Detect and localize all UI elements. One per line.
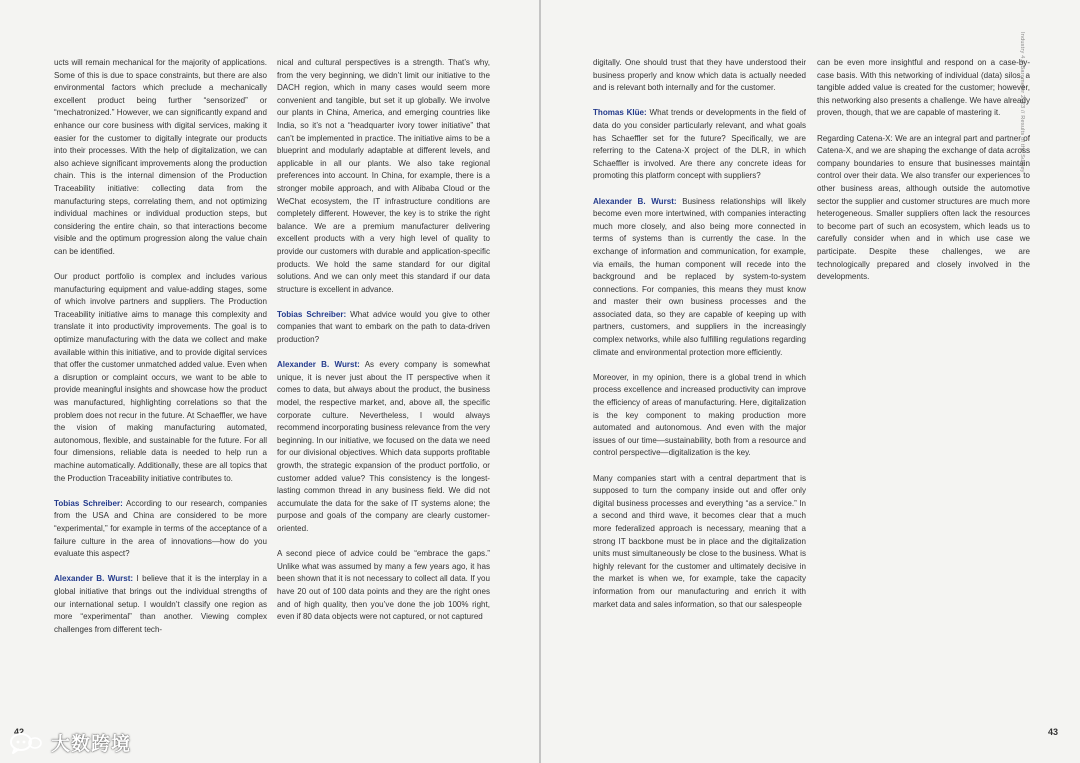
text-column-4	[817, 57, 1030, 284]
speaker-name: Thomas Klüe:	[593, 108, 647, 118]
paragraph-text: I believe that it is the interplay in a global initiative that brings out the individual strengths of our international setup. I wouldn’t classify one region as more “experimental” than another. Viewing complex challenges from different tech-	[54, 574, 268, 634]
watermark	[9, 729, 131, 756]
interview-answer	[277, 359, 490, 535]
interview-answer	[54, 573, 267, 636]
interview-question	[593, 107, 806, 183]
running-head-text: Industry 4.0 Barometer 2023 // Results of the Survey	[1019, 32, 1025, 173]
interview-question	[277, 309, 490, 347]
page-number-left: 42	[14, 727, 25, 737]
paragraph-text: According to our research, companies from the USA and China are considered to be more “experimental,” for example in terms of the acceptance of a failure culture in the area of innovations—how do you evaluate this aspect?	[54, 498, 268, 559]
watermark-text: 大数跨境	[51, 734, 132, 755]
paragraph-text: What trends or developments in the field of data do you consider particularly relevant, and what goals has Schaeffler set for the future? Specifically, we are referring to the Catena-X project of the DLR, in which Schaeffler is involved. Are there any concrete ideas for promoting this platform concept with suppliers?	[593, 108, 806, 181]
text-column-2	[277, 57, 490, 624]
paragraph: Our product portfolio is complex and includes various manufacturing equipment and value-adding stages, some of which involve partners and suppliers. The Production Traceability initiative aims to manage this complexity and translate it into productivity improvements. The goal is to optimize manufacturing with the data we collect and make available within this initiative, and to provide digital services that offer the customer unmatched added value. Even when a disruption or complaint occurs, we want to be able to provide meaningful insights and showcase how the product was manufactured, highlighting correlations so that the problem does not recur in the future. At Schaeffler, we have the vision of making manufacturing automated, autonomous, flexible, and sustainable for the future. For all four dimensions, reliable data is needed to help run a machine automatically. Additionally, these are all topics that the Production Traceability initiative contributes to.	[54, 272, 267, 483]
text-column-3	[593, 57, 806, 611]
paragraph: digitally. One should trust that they have understood their business properly and know which data is actually needed and is relevant both internally and for the customer.	[593, 58, 806, 93]
speaker-name: Alexander B. Wurst:	[54, 574, 134, 584]
speaker-name: Alexander B. Wurst:	[277, 360, 360, 370]
paragraph: Regarding Catena-X: We are an integral part and partner of Catena-X, and we are shaping the exchange of data across company boundaries to ensure that businesses maintain control over their data. We also transfer our experiences to other business areas, although outside the automotive sector the supplier and customer structures are much more heterogeneous. Smaller suppliers often lack the resources to become part of such an ecosystem, which leads us to carefully consider when and in which use case we participate. Despite these challenges, we are technologically prepared and closely involved in the developments.	[817, 133, 1030, 282]
paragraph: Moreover, in my opinion, there is a global trend in which process excellence and increased productivity can improve the efficiency of areas of manufacturing. Here, digitalization is the key component to making production more automated and autonomous. And even with the major issues of our time—sustainability, both from a resource and control perspective—digitalization is the key.	[593, 372, 806, 458]
page-number-right: 43	[1047, 727, 1058, 737]
paragraph: can be even more insightful and respond on a case-by-case basis. With this networking of individual (data) silos, a tangible added value is created for the customer; however, this networking also presents a challenge. We have already proven, though, that we are capable of mastering it.	[817, 58, 1030, 118]
paragraph: A second piece of advice could be “embrace the gaps.” Unlike what was assumed by many a few years ago, it has been shown that it is not necessary to collect all data. If you have 20 out of 100 data points and they are the right ones and of high quality, then you’ve done the job 100% right, even if 80 data objects were not captured, or not captured	[277, 549, 490, 622]
interview-question	[54, 498, 267, 561]
chat-bubble-icon	[9, 731, 43, 755]
paragraph-text: What advice would you give to other companies that want to embark on the path to data-driven production?	[277, 309, 490, 345]
text-column-1	[54, 57, 267, 636]
interview-answer	[593, 196, 806, 360]
paragraph: Many companies start with a central department that is supposed to turn the company inside out and offer only digital business processes and everything “as a service.” In a second and third wave, it becomes clear that a much more federalized approach is necessary, meaning that a strong IT backbone must be in place and the digitalization units must simultaneously be close to the business. What is highly relevant for the customer and ultimately decisive in the market is when we, for example, take the capacity information from our manufacturing and enrich it with market data and sales information, so that our salespeople	[593, 473, 806, 609]
paragraph-text: As every company is somewhat unique, it is never just about the IT perspective when it comes to data, but always about the product, the business model, the respective market, and, above all, the specific corporate culture. Nevertheless, I would always recommend incorporating business relevance from the very beginning. In our initiative, we focused on the data we need for our divisional objectives. Which data supports profitable growth, the strategic expansion of the product portfolio, or customer added value? This consistency is the longest-lasting common thread in any business field. We did not accumulate the data for the sake of IT systems alone; the purpose and goals of the company are clearly customer-oriented.	[277, 360, 490, 533]
paragraph-text: Business relationships will likely become even more intertwined, with companies interacting much more closely, and also being more connected in terms of systems than is currently the case. In the exchange of information and communication, for example, via emails, the human component will recede into the background and be replaced by system-to-system connections. For companies, this means they must know and master their own business processes and the associated data, so they are capable of keeping up with partners, customers, and suppliers in the increasingly complex networks, while also fulfilling regulations regarding climate and environmental protection more efficiently.	[593, 196, 806, 357]
speaker-name: Tobias Schreiber:	[54, 498, 123, 508]
speaker-name: Alexander B. Wurst:	[593, 196, 677, 206]
paragraph: ucts will remain mechanical for the majority of applications. Some of this is due to space constraints, but there are also environmental factors which preclude a mechanically excellent product being further “sensorized” or “mechatronized.” However, we can significantly expand and enhance our core business with digital services, making it easier for the customer to digitally integrate our products into their processes. With the help of digitalization, we can also achieve significant improvements along the production chain. This is the internal dimension of the Production Traceability initiative: collecting data from the manufacturing steps, correlating them, and not optimizing individual machines or individual production steps, but considering the entire chain, so that interactions become visible and the optimum progression along the value chain can be identified.	[54, 58, 267, 256]
speaker-name: Tobias Schreiber:	[277, 309, 347, 319]
right-page	[541, 0, 1080, 763]
paragraph: nical and cultural perspectives is a strength. That’s why, from the very beginning, we didn’t limit our initiative to the DACH region, which in many cases would seem more convenient and tangible, but set it up globally. We involve our plants in China, America, and emerging countries like India, so it’s not a “headquarter ivory tower initiative” that can’t be implemented in practice. The initiative aims to be a blueprint and modularly adaptable at different levels, and applicable in all our plants. We also take regional preferences into account. In China, for example, there is a stronger mobile approach, and with Alibaba Cloud or the WeChat ecosystem, the IT infrastructure conditions are completely different. However, the key is to strike the right balance. We are a premium manufacturer delivering excellent products with a very high level of quality to provide our customers with durable and application-specific products. We hold the same standard for our digital solutions. And we can only meet this standard if our data structure is excellent in advance.	[277, 58, 490, 294]
